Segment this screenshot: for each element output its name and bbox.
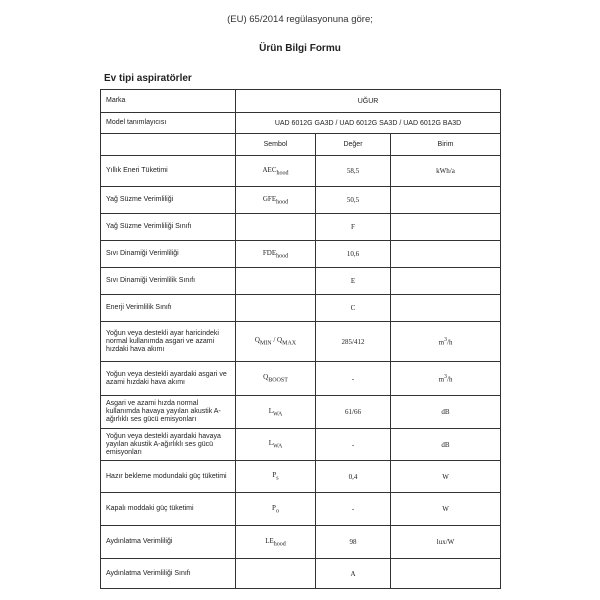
- table-row: [101, 461, 501, 493]
- row-value: F: [316, 214, 391, 241]
- row-label: Aydınlatma Verimliliği Sınıfı: [101, 559, 236, 589]
- table-row: [101, 396, 501, 429]
- row-label: Asgari ve azami hızda normal kullanımda havaya yayılan akustik A-ağırlıklı ses gücü emisyonları: [101, 396, 236, 429]
- row-symbol: $P_s$: [236, 461, 316, 493]
- brand-value: UĞUR: [236, 90, 501, 113]
- row-unit: [391, 268, 501, 295]
- table-row: [101, 187, 501, 214]
- row-symbol: [236, 268, 316, 295]
- row-label: Kapalı moddaki güç tüketimi: [101, 493, 236, 526]
- row-unit: [391, 241, 501, 268]
- row-unit: dB: [391, 429, 501, 461]
- row-symbol: [236, 295, 316, 322]
- row-symbol: $GFE_{hood}$: [236, 187, 316, 214]
- header-symbol: Sembol: [236, 134, 316, 156]
- row-unit: dB: [391, 396, 501, 429]
- header-empty-cell: [101, 134, 236, 156]
- row-symbol: $L_{WA}$: [236, 429, 316, 461]
- document-title: Ürün Bilgi Formu: [259, 43, 341, 54]
- row-value: 61/66: [316, 396, 391, 429]
- row-label: Yoğun veya destekli ayar haricindeki normal kullanımda asgari ve azami hızdaki hava akımı: [101, 322, 236, 362]
- row-symbol: $FDE_{hood}$: [236, 241, 316, 268]
- column-header-row: [101, 134, 501, 156]
- table-row: [101, 362, 501, 396]
- row-unit: lux/W: [391, 526, 501, 559]
- row-symbol: $L_{WA}$: [236, 396, 316, 429]
- table-row: [101, 214, 501, 241]
- row-symbol: $AEC_{hood}$: [236, 156, 316, 187]
- row-unit: [391, 295, 501, 322]
- row-unit: W: [391, 493, 501, 526]
- row-symbol: $Q_{BOOST}$: [236, 362, 316, 396]
- row-symbol: [236, 214, 316, 241]
- row-value: 10,6: [316, 241, 391, 268]
- row-value: A: [316, 559, 391, 589]
- table-row: [101, 241, 501, 268]
- model-label: Model tanımlayıcısı: [101, 113, 236, 134]
- row-symbol: $P_o$: [236, 493, 316, 526]
- product-info-table: [100, 89, 501, 589]
- row-label: Sıvı Dinamiği Verimlilik Sınıfı: [101, 268, 236, 295]
- row-value: C: [316, 295, 391, 322]
- row-unit: $m^3/h$: [391, 322, 501, 362]
- row-value: -: [316, 493, 391, 526]
- row-symbol: [236, 559, 316, 589]
- table-row: [101, 295, 501, 322]
- regulation-reference: (EU) 65/2014 regülasyonuna göre;: [227, 14, 373, 25]
- model-value: UAD 6012G GA3D / UAD 6012G SA3D / UAD 6012G BA3D: [236, 113, 501, 134]
- row-label: Enerji Verimlilik Sınıfı: [101, 295, 236, 322]
- brand-row: [101, 90, 501, 113]
- table-row: [101, 268, 501, 295]
- model-row: [101, 113, 501, 134]
- row-label: Hazır bekleme modundaki güç tüketimi: [101, 461, 236, 493]
- row-label: Aydınlatma Verimliliği: [101, 526, 236, 559]
- row-value: E: [316, 268, 391, 295]
- row-value: -: [316, 362, 391, 396]
- row-label: Yoğun veya destekli ayardaki havaya yayılan akustik A-ağırlıklı ses gücü emisyonları: [101, 429, 236, 461]
- section-title: Ev tipi aspiratörler: [104, 73, 192, 84]
- row-unit: [391, 559, 501, 589]
- row-unit: W: [391, 461, 501, 493]
- row-value: 98: [316, 526, 391, 559]
- row-label: Yoğun veya destekli ayardaki asgari ve azami hızdaki hava akımı: [101, 362, 236, 396]
- row-label: Yağ Süzme Verimliliği Sınıfı: [101, 214, 236, 241]
- row-unit: kWh/a: [391, 156, 501, 187]
- row-unit: $m^3/h$: [391, 362, 501, 396]
- row-label: Yıllık Eneri Tüketimi: [101, 156, 236, 187]
- table-row: [101, 322, 501, 362]
- table-row: [101, 156, 501, 187]
- table-row: [101, 493, 501, 526]
- row-value: -: [316, 429, 391, 461]
- header-value: Değer: [316, 134, 391, 156]
- row-symbol: $LE_{hood}$: [236, 526, 316, 559]
- row-label: Yağ Süzme Verimliliği: [101, 187, 236, 214]
- table-row: [101, 526, 501, 559]
- table-row: [101, 429, 501, 461]
- row-unit: [391, 187, 501, 214]
- row-value: 50,5: [316, 187, 391, 214]
- row-value: 58,5: [316, 156, 391, 187]
- row-label: Sıvı Dinamiği Verimliliği: [101, 241, 236, 268]
- header-unit: Birim: [391, 134, 501, 156]
- brand-label: Marka: [101, 90, 236, 113]
- row-value: 0,4: [316, 461, 391, 493]
- row-value: 285/412: [316, 322, 391, 362]
- row-symbol: $Q_{MIN} / Q_{MAX}$: [236, 322, 316, 362]
- row-unit: [391, 214, 501, 241]
- table-row: [101, 559, 501, 589]
